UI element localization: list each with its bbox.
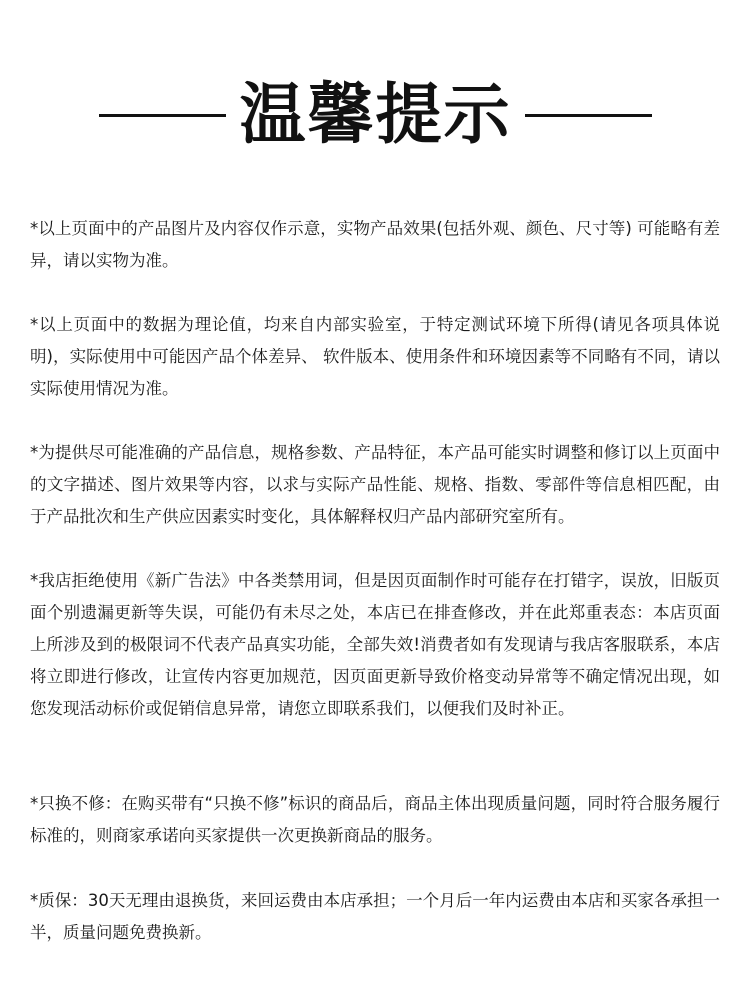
notice-warranty: *质保：30天无理由退换货，来回运费由本店承担；一个月后一年内运费由本店和买家各承担一半，质量问题免费换新。 (30, 891, 720, 942)
page-title: 温馨提示 (239, 76, 512, 153)
title-banner (0, 70, 750, 160)
title-right-rule (525, 114, 652, 117)
notice-info-updates: *为提供尽可能准确的产品信息，规格参数、产品特征，本产品可能实时调整和修订以上页面中的文字描述、图片效果等内容，以求与实际产品性能、规格、指数、零部件等信息相匹配，由于产品批次和生产供应因素实时变化，具体解释权归产品内部研究室所有。 (30, 443, 720, 526)
notice-replace-not-repair: *只换不修：在购买带有“只换不修”标识的商品后，商品主体出现质量问题，同时符合服务履行标准的，则商家承诺向买家提供一次更换新商品的服务。 (30, 794, 720, 845)
notice-theoretical-data: *以上页面中的数据为理论值，均来自内部实验室，于特定测试环境下所得(请见各项具体说明)，实际使用中可能因产品个体差异、 软件版本、使用条件和环境因素等不同略有不同，请以实际使用情况为准。 (30, 315, 720, 398)
notice-product-images: *以上页面中的产品图片及内容仅作示意，实物产品效果(包括外观、颜色、尺寸等) 可能略有差异，请以实物为准。 (30, 219, 720, 270)
title-left-rule (99, 114, 226, 117)
notice-advertising-law: *我店拒绝使用《新广告法》中各类禁用词，但是因页面制作时可能存在打错字，误放，旧版页面个别遗漏更新等失误，可能仍有未尽之处，本店已在排查修改，并在此郑重表态：本店页面上所涉及到的极限词不代表产品真实功能，全部失效!消费者如有发现请与我店客服联系，本店将立即进行修改，让宣传内容更加规范，因页面更新导致价格变动异常等不确定情况出现，如您发现活动标价或促销信息异常，请您立即联系我们，以便我们及时补正。 (30, 571, 720, 718)
